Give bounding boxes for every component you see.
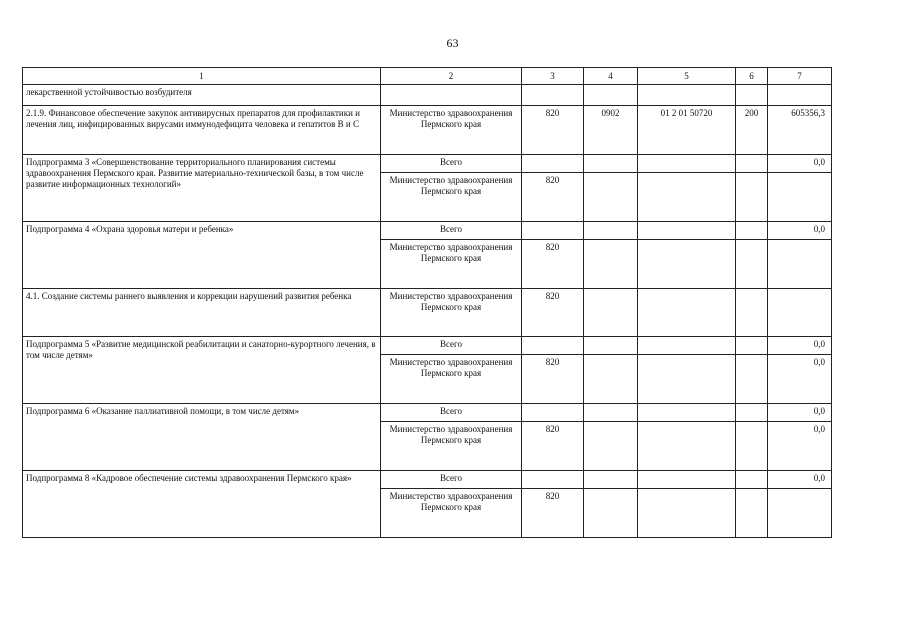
row-c7: 0,0 — [768, 404, 832, 422]
header-cell: 5 — [638, 68, 736, 85]
row-org: Министерство здравоохранения Пермского края — [381, 106, 522, 155]
row-c5: 01 2 01 50720 — [638, 106, 736, 155]
row-c3: 820 — [522, 489, 584, 538]
row-c3: 820 — [522, 289, 584, 337]
table-row — [23, 155, 832, 173]
row-c3: 820 — [522, 422, 584, 471]
table-row — [23, 404, 832, 422]
row-name: Подпрограмма 8 «Кадровое обеспечение системы здравоохранения Пермского края» — [23, 471, 381, 538]
header-cell: 6 — [736, 68, 768, 85]
table-row — [23, 289, 832, 337]
row-c7: 0,0 — [768, 422, 832, 471]
budget-table — [22, 67, 832, 538]
row-c4: 0902 — [584, 106, 638, 155]
table-row — [23, 222, 832, 240]
table-row — [23, 85, 832, 106]
row-name: Подпрограмма 6 «Оказание паллиативной помощи, в том числе детям» — [23, 404, 381, 471]
row-total-label: Всего — [381, 155, 522, 173]
row-org: Министерство здравоохранения Пермского края — [381, 422, 522, 471]
header-cell: 2 — [381, 68, 522, 85]
table-row — [23, 106, 832, 155]
table-row — [23, 471, 832, 489]
row-c7: 0,0 — [768, 355, 832, 404]
row-name: 4.1. Создание системы раннего выявления и коррекции нарушений развития ребенка — [23, 289, 381, 337]
row-total-label: Всего — [381, 337, 522, 355]
row-c7: 0,0 — [768, 337, 832, 355]
row-c3: 820 — [522, 106, 584, 155]
table-row — [23, 337, 832, 355]
header-cell: 1 — [23, 68, 381, 85]
row-total-label: Всего — [381, 471, 522, 489]
page-number: 63 — [446, 36, 459, 50]
row-total-label: Всего — [381, 222, 522, 240]
row-org: Министерство здравоохранения Пермского края — [381, 173, 522, 222]
row-c3: 820 — [522, 240, 584, 289]
row-name: лекарственной устойчивостью возбудителя — [23, 85, 381, 106]
table-header-row — [23, 68, 832, 85]
row-name: 2.1.9. Финансовое обеспечение закупок антивирусных препаратов для профилактики и лечения лиц, инфицированных вирусами иммунодефицита человека и гепатитов В и С — [23, 106, 381, 155]
row-org: Министерство здравоохранения Пермского края — [381, 489, 522, 538]
row-c6: 200 — [736, 106, 768, 155]
row-c3: 820 — [522, 355, 584, 404]
row-c7: 605356,3 — [768, 106, 832, 155]
header-cell: 3 — [522, 68, 584, 85]
row-org: Министерство здравоохранения Пермского края — [381, 240, 522, 289]
row-total-label: Всего — [381, 404, 522, 422]
row-c7: 0,0 — [768, 155, 832, 173]
row-c7: 0,0 — [768, 471, 832, 489]
header-cell: 7 — [768, 68, 832, 85]
header-cell: 4 — [584, 68, 638, 85]
row-c7: 0,0 — [768, 222, 832, 240]
row-name: Подпрограмма 3 «Совершенствование территориального планирования системы здравоохранения Пермского края. Развитие материально-технической базы, в том числе развитие информационных технологий» — [23, 155, 381, 222]
row-org: Министерство здравоохранения Пермского края — [381, 355, 522, 404]
row-name: Подпрограмма 4 «Охрана здоровья матери и ребенка» — [23, 222, 381, 289]
row-name: Подпрограмма 5 «Развитие медицинской реабилитации и санаторно-курортного лечения, в том числе детям» — [23, 337, 381, 404]
row-org: Министерство здравоохранения Пермского края — [381, 289, 522, 337]
row-c3: 820 — [522, 173, 584, 222]
